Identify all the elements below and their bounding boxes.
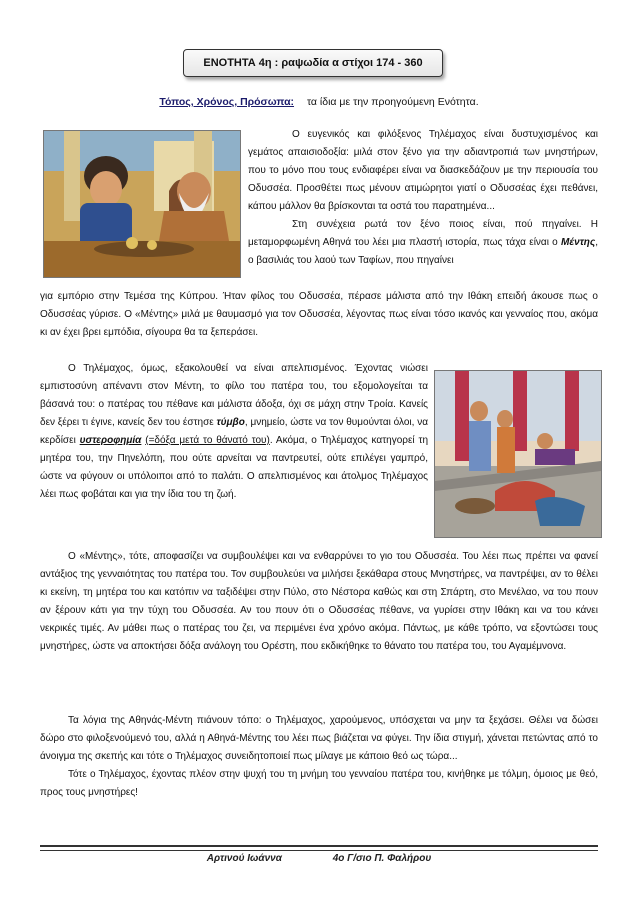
paragraph-athena-departure (40, 712, 598, 802)
place-time-persons-line (0, 96, 638, 108)
paragraph-1b-text-b: , ο βασιλιάς του λαού των Ταφίων, που πηγαίνει (248, 237, 598, 266)
paragraph-telemachus-despair (40, 360, 428, 504)
paragraph-telemachus-complaint (248, 126, 598, 270)
footer-divider (40, 845, 598, 851)
mentes-name: Μέντης (561, 237, 596, 248)
paragraph-1b (248, 216, 598, 270)
paragraph-1b-text-a: Στη συνέχεια ρωτά τον ξένο ποιος είναι, πού πηγαίνει. Η μεταμορφωμένη Αθηνά του λέει μια πλαστή ιστορία, πως τάχα είναι ο (248, 219, 598, 248)
paragraph-4-text: Τα λόγια της Αθηνάς-Μέντη πιάνουν τόπο: ο Τηλέμαχος, χαρούμενος, υπόσχεται να μην τα ξεχάσει. Θέλει να δώσει δώρο στο φιλοξενούμενό του, αλλά η Αθηνά-Μέντης του λέει πως βιάζεται να φύγει. Την ίδια στιγμή, χάνεται πετώντας από το άνοιγμα της σκεπής και τότε ο Τηλέμαχος συνειδητοποιεί πως μίλαγε με κάποιο θεό ως τώρα... (40, 715, 598, 762)
footer-school: 4ο Γ/σιο Π. Φαλήρου (332, 853, 432, 864)
paragraph-2-text-b: , μνημείο, ώστε να τον θυμούνται όλοι, να κερδίσει (40, 417, 428, 446)
ysterofimia-term: υστεροφημία (79, 435, 142, 446)
section-title: ΕΝΟΤΗΤΑ 4η : ραψωδία α στίχοι 174 - 360 (203, 57, 423, 69)
ysterofimia-note: (=δόξα μετά το θάνατό του) (145, 435, 270, 446)
suitors-feast-illustration (434, 370, 602, 538)
place-time-persons-text: τα ίδια με την προηγούμενη Ενότητα. (306, 96, 479, 108)
telemachus-mentes-illustration (43, 130, 241, 278)
section-title-box (183, 49, 443, 77)
footer (0, 853, 638, 864)
paragraph-2-text-c: . Ακόμα, ο Τηλέμαχος κατηγορεί τη μητέρα του, την Πηνελόπη, που ούτε αρνείται να παντρευτεί, ούτε επιλέγει γαμπρό, ώστε να φύγουν οι υπόλοιποι από το παλάτι. Ο απελπισμένος και άτολμος Τηλέμαχος λέει πως φοβάται και για την ίδια του τη ζωή. (40, 435, 428, 500)
paragraph-1-continuation (40, 288, 598, 342)
paragraph-2 (40, 360, 428, 504)
paragraph-1-rest: για εμπόριο στην Τεμέσα της Κύπρου. Ήταν φίλος του Οδυσσέα, πέρασε μάλιστα από την Ιθάκη επειδή άκουσε πως ο Οδυσσέας γύρισε. Ο «Μέντης» μιλά με θαυμασμό για τον Οδυσσέα, λέγοντας πως είναι τόσο ικανός και γενναίος που, ακόμα κι αν έχει βρει εμπόδια, σίγουρα θα τα ξεπεράσει. (40, 291, 598, 338)
paragraph-5-text: Τότε ο Τηλέμαχος, έχοντας πλέον στην ψυχή του τη μνήμη του γενναίου πατέρα του, κινήθηκε με τόλμη, όμοιος με θεό, προς τους μνηστήρες! (40, 769, 598, 798)
paragraph-1-text: Ο ευγενικός και φιλόξενος Τηλέμαχος είναι δυστυχισμένος και γεμάτος απαισιοδοξία: μιλά στον ξένο για την αδιαντροπιά των μνηστήρων, που το μόνο που τους ενδιαφέρει είναι να διασκεδάζουν με την περιουσία του Οδυσσέα. Προσθέτει πως μένουν ατιμώρητοι γιατί ο Οδυσσέας έχει πεθάνει, κάπου μάλλον θα βρίσκονται τα οστά του παρατημένα... (248, 129, 598, 212)
paragraph-mentes-advice (40, 548, 598, 656)
paragraph-2-text-a: Ο Τηλέμαχος, όμως, εξακολουθεί να είναι απελπισμένος. Έχοντας νιώσει εμπιστοσύνη απέναντι στον Μέντη, το φίλο του πατέρα του, του εξομολογείται τα βάσανά του: ο πατέρας του πέθανε και μάλιστα άδοξα, όχι σε μάχη στην Τροία. Κανείς δεν ξέρει τι έγινε, κανείς δεν του έστησε (40, 363, 428, 428)
paragraph-3-text: Ο «Μέντης», τότε, αποφασίζει να συμβουλέψει και να ενθαρρύνει το γιο του Οδυσσέα. Του λέει πως πρέπει να φανεί αντάξιος της γενναιότητας του πατέρα του. Τον συμβουλεύει να μιλήσει ξεκάθαρα στους Μνηστήρες, να παντρέψει, αν το θέλει κι εκείνη, τη μητέρα του και κατόπιν να ταξιδέψει στην Πύλο, στο Νέστορα καθώς και στη Σπάρτη, στο Μενέλαο, να του πουν αν ξέρουν κάτι για την τύχη του Οδυσσέα. Αν του πουν ότι ο Οδυσσέας πέθανε, να γυρίσει στην Ιθάκη και να του κάνει νεκρικές τιμές. Αν μάθει πως ο πατέρας του ζει, να περιμένει ένα χρόνο ακόμα. Πάντως, με κάθε τρόπο, να εξοντώσει τους μνηστήρες, ώστε να αποκτήσει δόξα ανάλογη του Ορέστη, που εκδικήθηκε το θάνατο του πατέρα του, του Αγαμέμνονα. (40, 551, 598, 652)
footer-author: Αρτινού Ιωάννα (206, 853, 282, 864)
tymvos-term: τύμβο (216, 417, 245, 428)
place-time-persons-label: Τόπος, Χρόνος, Πρόσωπα: (159, 96, 295, 108)
